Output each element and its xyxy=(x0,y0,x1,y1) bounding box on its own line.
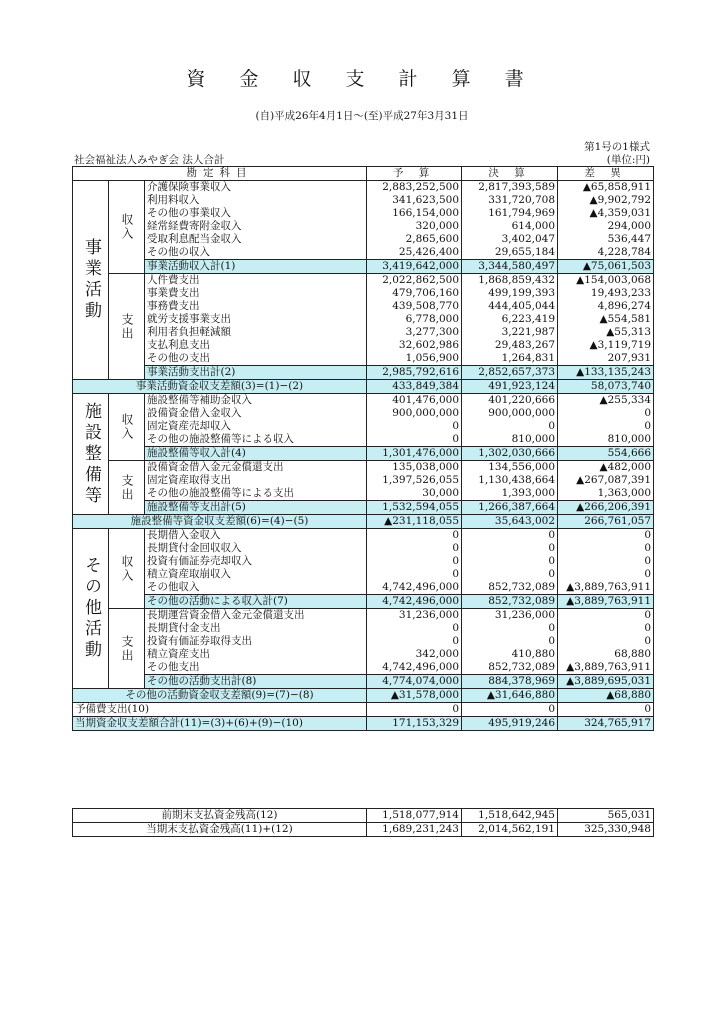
budget-value: 135,038,000 xyxy=(367,461,462,475)
budget-value: 2,022,862,500 xyxy=(367,274,462,288)
diff-value: ▲75,061,503 xyxy=(558,260,654,274)
diff-value: 0 xyxy=(558,420,654,433)
reserve-label: 予備費支出(10) xyxy=(73,703,367,717)
budget-value: 1,056,900 xyxy=(367,352,462,366)
actual-value: 852,732,089 xyxy=(462,661,558,675)
section-balance-row xyxy=(73,689,654,703)
actual-value: 852,732,089 xyxy=(462,581,558,595)
actual-value: 499,199,393 xyxy=(462,287,558,300)
actual-value: 29,655,184 xyxy=(462,246,558,260)
diff-value: 207,931 xyxy=(558,352,654,366)
subtotal-label: 事業活動支出計(2) xyxy=(145,366,367,380)
actual-value: 31,236,000 xyxy=(462,609,558,623)
budget-value: 171,153,329 xyxy=(367,717,462,731)
row-label: 長期借入金収入 xyxy=(145,529,367,543)
budget-value: 0 xyxy=(367,433,462,447)
table-row xyxy=(73,220,654,233)
budget-value: 1,532,594,055 xyxy=(367,501,462,515)
actual-value: 401,220,666 xyxy=(462,394,558,408)
header-actual: 決 算 xyxy=(462,167,558,181)
row-label: 固定資産取得支出 xyxy=(145,474,367,487)
diff-value: 294,000 xyxy=(558,220,654,233)
budget-value: 341,623,500 xyxy=(367,194,462,207)
table-row xyxy=(73,542,654,555)
row-label: 利用者負担軽減額 xyxy=(145,326,367,339)
diff-value: 0 xyxy=(558,529,654,543)
actual-value: 0 xyxy=(462,703,558,717)
budget-value: 31,236,000 xyxy=(367,609,462,623)
row-label: 事務費支出 xyxy=(145,300,367,313)
diff-value: 0 xyxy=(558,703,654,717)
budget-value: 479,706,160 xyxy=(367,287,462,300)
actual-value: 1,130,438,664 xyxy=(462,474,558,487)
actual-value: 3,344,580,497 xyxy=(462,260,558,274)
diff-value: 19,493,233 xyxy=(558,287,654,300)
diff-value: 0 xyxy=(558,622,654,635)
section-title: 事業活動 xyxy=(73,181,109,380)
row-label: 積立資産取崩収入 xyxy=(145,568,367,581)
actual-value: 3,221,987 xyxy=(462,326,558,339)
income-group-label: 収入 xyxy=(109,529,145,609)
row-label: 支払利息支出 xyxy=(145,339,367,352)
diff-value: ▲133,135,243 xyxy=(558,366,654,380)
row-label: 事業費支出 xyxy=(145,287,367,300)
subtotal-label: 施設整備等収入計(4) xyxy=(145,447,367,461)
row-label: その他の支出 xyxy=(145,352,367,366)
actual-value: 6,223,419 xyxy=(462,313,558,326)
subtotal-row xyxy=(73,675,654,689)
diff-value: 0 xyxy=(558,568,654,581)
budget-value: 2,985,792,616 xyxy=(367,366,462,380)
diff-value: ▲267,087,391 xyxy=(558,474,654,487)
table-row xyxy=(73,394,654,408)
budget-value: 4,742,496,000 xyxy=(367,581,462,595)
actual-value: 35,643,002 xyxy=(462,515,558,529)
table-row xyxy=(73,609,654,623)
diff-value: 4,228,784 xyxy=(558,246,654,260)
table-row xyxy=(73,207,654,220)
row-label: その他の収入 xyxy=(145,246,367,260)
table-row xyxy=(73,568,654,581)
budget-value: 439,508,770 xyxy=(367,300,462,313)
diff-value: 0 xyxy=(558,542,654,555)
grand-total-row xyxy=(73,717,654,731)
actual-value: 161,794,969 xyxy=(462,207,558,220)
row-label: 前期末支払資金残高(12) xyxy=(73,809,367,823)
row-label: 当期末支払資金残高(11)+(12) xyxy=(73,823,367,837)
row-label: 施設整備等補助金収入 xyxy=(145,394,367,408)
diff-value: ▲9,902,792 xyxy=(558,194,654,207)
budget-value: 342,000 xyxy=(367,648,462,661)
row-label: 投資有価証券売却収入 xyxy=(145,555,367,568)
actual-value: 0 xyxy=(462,635,558,648)
actual-value: 0 xyxy=(462,555,558,568)
diff-value: ▲65,858,911 xyxy=(558,181,654,195)
table-row xyxy=(73,313,654,326)
actual-value: 1,302,030,666 xyxy=(462,447,558,461)
expense-group-label: 支出 xyxy=(109,461,145,515)
section-balance-row xyxy=(73,515,654,529)
actual-value: 3,402,047 xyxy=(462,233,558,246)
row-label: 設備資金借入金収入 xyxy=(145,407,367,420)
income-group-label: 収入 xyxy=(109,181,145,274)
diff-value: 325,330,948 xyxy=(558,823,654,837)
section-title: その他活動 xyxy=(73,529,109,689)
header-row xyxy=(73,167,654,181)
curr-balance-row xyxy=(73,823,654,837)
row-label: 長期貸付金回収収入 xyxy=(145,542,367,555)
table-row xyxy=(73,233,654,246)
subtotal-row xyxy=(73,260,654,274)
diff-value: 1,363,000 xyxy=(558,487,654,501)
row-label: 経常経費寄附金収入 xyxy=(145,220,367,233)
budget-value: 1,689,231,243 xyxy=(367,823,462,837)
table-row xyxy=(73,661,654,675)
row-label: 積立資産支出 xyxy=(145,648,367,661)
unit-label: (単位:円) xyxy=(606,154,650,166)
subtotal-row xyxy=(73,447,654,461)
table-row xyxy=(73,407,654,420)
table-row xyxy=(73,326,654,339)
row-label: その他の施設整備等による収入 xyxy=(145,433,367,447)
table-row xyxy=(73,474,654,487)
cash-flow-body xyxy=(73,181,654,731)
fiscal-period: (自)平成26年4月1日～(至)平成27年3月31日 xyxy=(255,110,469,122)
diff-value: ▲3,889,695,031 xyxy=(558,675,654,689)
actual-value: 410,880 xyxy=(462,648,558,661)
budget-value: 6,778,000 xyxy=(367,313,462,326)
table-row xyxy=(73,487,654,501)
row-label: 受取利息配当金収入 xyxy=(145,233,367,246)
header-account: 勘定科目 xyxy=(73,167,367,181)
actual-value: 0 xyxy=(462,542,558,555)
prev-balance-row xyxy=(73,809,654,823)
header-diff: 差 異 xyxy=(558,167,654,181)
row-label: 投資有価証券取得支出 xyxy=(145,635,367,648)
budget-value: ▲231,118,055 xyxy=(367,515,462,529)
table-row xyxy=(73,461,654,475)
actual-value: 2,014,562,191 xyxy=(462,823,558,837)
reserve-row xyxy=(73,703,654,717)
budget-value: 32,602,986 xyxy=(367,339,462,352)
actual-value: 900,000,000 xyxy=(462,407,558,420)
actual-value: 2,852,657,373 xyxy=(462,366,558,380)
budget-value: 4,742,496,000 xyxy=(367,595,462,609)
table-row xyxy=(73,194,654,207)
budget-value: 4,742,496,000 xyxy=(367,661,462,675)
budget-value: 1,518,077,914 xyxy=(367,809,462,823)
diff-value: 554,666 xyxy=(558,447,654,461)
table-row xyxy=(73,433,654,447)
budget-value: 0 xyxy=(367,635,462,648)
budget-value: 0 xyxy=(367,420,462,433)
actual-value: 852,732,089 xyxy=(462,595,558,609)
row-label: 人件費支出 xyxy=(145,274,367,288)
row-label: その他の施設整備等による支出 xyxy=(145,487,367,501)
actual-value: ▲31,646,880 xyxy=(462,689,558,703)
table-row xyxy=(73,339,654,352)
subtotal-label: 事業活動収入計(1) xyxy=(145,260,367,274)
diff-value: 810,000 xyxy=(558,433,654,447)
actual-value: 884,378,969 xyxy=(462,675,558,689)
fund-balance-table xyxy=(72,808,654,837)
actual-value: 2,817,393,589 xyxy=(462,181,558,195)
table-row xyxy=(73,274,654,288)
budget-value: 2,883,252,500 xyxy=(367,181,462,195)
diff-value: 0 xyxy=(558,609,654,623)
row-label: 固定資産売却収入 xyxy=(145,420,367,433)
diff-value: ▲68,880 xyxy=(558,689,654,703)
budget-value: 900,000,000 xyxy=(367,407,462,420)
actual-value: 331,720,708 xyxy=(462,194,558,207)
budget-value: 0 xyxy=(367,622,462,635)
diff-value: ▲482,000 xyxy=(558,461,654,475)
row-label: 長期運営資金借入金元金償還支出 xyxy=(145,609,367,623)
diff-value: ▲3,889,763,911 xyxy=(558,661,654,675)
budget-value: 2,865,600 xyxy=(367,233,462,246)
budget-value: 320,000 xyxy=(367,220,462,233)
diff-value: ▲266,206,391 xyxy=(558,501,654,515)
budget-value: 401,476,000 xyxy=(367,394,462,408)
actual-value: 0 xyxy=(462,420,558,433)
subtotal-row xyxy=(73,595,654,609)
expense-group-label: 支出 xyxy=(109,274,145,380)
diff-value: ▲3,889,763,911 xyxy=(558,581,654,595)
row-label: 設備資金借入金元金償還支出 xyxy=(145,461,367,475)
balance-label: その他の活動資金収支差額(9)=(7)−(8) xyxy=(73,689,367,703)
diff-value: 0 xyxy=(558,407,654,420)
budget-value: 4,774,074,000 xyxy=(367,675,462,689)
income-group-label: 収入 xyxy=(109,394,145,461)
table-row xyxy=(73,581,654,595)
actual-value: 1,264,831 xyxy=(462,352,558,366)
cash-flow-table xyxy=(72,166,654,731)
subtotal-row xyxy=(73,501,654,515)
budget-value: 433,849,384 xyxy=(367,380,462,394)
budget-value: 25,426,400 xyxy=(367,246,462,260)
actual-value: 134,556,000 xyxy=(462,461,558,475)
diff-value: ▲554,581 xyxy=(558,313,654,326)
actual-value: 491,923,124 xyxy=(462,380,558,394)
table-row xyxy=(73,181,654,195)
form-number: 第1号の1様式 xyxy=(584,141,650,153)
subtotal-row xyxy=(73,366,654,380)
row-label: 就労支援事業支出 xyxy=(145,313,367,326)
row-label: その他収入 xyxy=(145,581,367,595)
section-balance-row xyxy=(73,380,654,394)
actual-value: 0 xyxy=(462,622,558,635)
budget-value: 0 xyxy=(367,568,462,581)
actual-value: 0 xyxy=(462,529,558,543)
row-label: その他の事業収入 xyxy=(145,207,367,220)
actual-value: 1,266,387,664 xyxy=(462,501,558,515)
document-title: 資 金 収 支 計 算 書 xyxy=(186,68,538,90)
diff-value: 565,031 xyxy=(558,809,654,823)
table-row xyxy=(73,287,654,300)
subtotal-label: その他の活動による収入計(7) xyxy=(145,595,367,609)
diff-value: 536,447 xyxy=(558,233,654,246)
row-label: 介護保険事業収入 xyxy=(145,181,367,195)
diff-value: ▲4,359,031 xyxy=(558,207,654,220)
balance-label: 施設整備等資金収支差額(6)=(4)−(5) xyxy=(73,515,367,529)
actual-value: 1,518,642,945 xyxy=(462,809,558,823)
diff-value: ▲3,119,719 xyxy=(558,339,654,352)
diff-value: ▲55,313 xyxy=(558,326,654,339)
grand-total-label: 当期資金収支差額合計(11)=(3)+(6)+(9)−(10) xyxy=(73,717,367,731)
balance-label: 事業活動資金収支差額(3)=(1)−(2) xyxy=(73,380,367,394)
table-row xyxy=(73,246,654,260)
diff-value: ▲255,334 xyxy=(558,394,654,408)
table-row xyxy=(73,648,654,661)
diff-value: 266,761,057 xyxy=(558,515,654,529)
row-label: 長期貸付金支出 xyxy=(145,622,367,635)
budget-value: 3,277,300 xyxy=(367,326,462,339)
row-label: その他支出 xyxy=(145,661,367,675)
budget-value: 0 xyxy=(367,542,462,555)
actual-value: 444,405,044 xyxy=(462,300,558,313)
diff-value: 68,880 xyxy=(558,648,654,661)
actual-value: 495,919,246 xyxy=(462,717,558,731)
actual-value: 29,483,267 xyxy=(462,339,558,352)
budget-value: 0 xyxy=(367,555,462,568)
diff-value: 58,073,740 xyxy=(558,380,654,394)
diff-value: 4,896,274 xyxy=(558,300,654,313)
diff-value: 0 xyxy=(558,635,654,648)
diff-value: ▲154,003,068 xyxy=(558,274,654,288)
actual-value: 0 xyxy=(462,568,558,581)
expense-group-label: 支出 xyxy=(109,609,145,689)
actual-value: 810,000 xyxy=(462,433,558,447)
diff-value: 324,765,917 xyxy=(558,717,654,731)
table-row xyxy=(73,420,654,433)
budget-value: 30,000 xyxy=(367,487,462,501)
actual-value: 1,393,000 xyxy=(462,487,558,501)
budget-value: 1,301,476,000 xyxy=(367,447,462,461)
actual-value: 614,000 xyxy=(462,220,558,233)
header-budget: 予 算 xyxy=(367,167,462,181)
table-row xyxy=(73,555,654,568)
budget-value: 0 xyxy=(367,703,462,717)
budget-value: 3,419,642,000 xyxy=(367,260,462,274)
budget-value: 1,397,526,055 xyxy=(367,474,462,487)
subtotal-label: その他の活動支出計(8) xyxy=(145,675,367,689)
budget-value: ▲31,578,000 xyxy=(367,689,462,703)
table-row xyxy=(73,300,654,313)
budget-value: 166,154,000 xyxy=(367,207,462,220)
table-row xyxy=(73,622,654,635)
diff-value: ▲3,889,763,911 xyxy=(558,595,654,609)
table-row xyxy=(73,352,654,366)
actual-value: 1,868,859,432 xyxy=(462,274,558,288)
organization-name: 社会福祉法人みやぎ会 法人合計 xyxy=(74,154,225,166)
row-label: 利用料収入 xyxy=(145,194,367,207)
table-row xyxy=(73,635,654,648)
section-title: 施設整備等 xyxy=(73,394,109,515)
budget-value: 0 xyxy=(367,529,462,543)
subtotal-label: 施設整備等支出計(5) xyxy=(145,501,367,515)
diff-value: 0 xyxy=(558,555,654,568)
table-row xyxy=(73,529,654,543)
